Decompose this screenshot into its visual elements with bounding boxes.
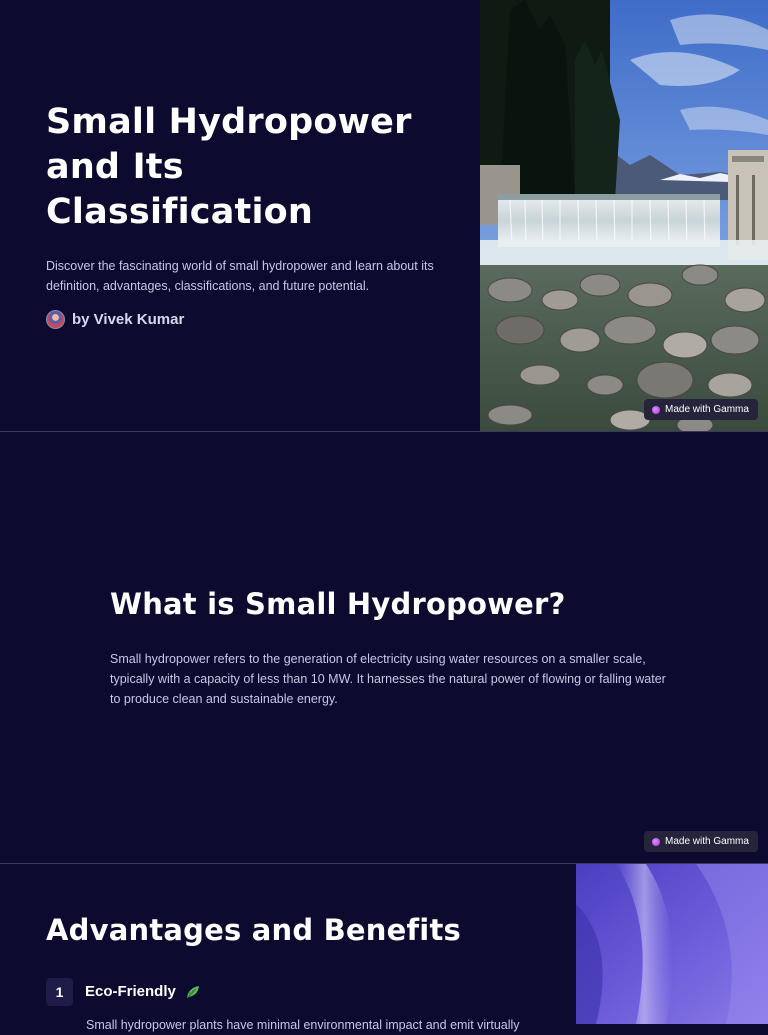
definition-slide <box>0 432 768 863</box>
badge-label: Made with Gamma <box>665 836 749 847</box>
author-name: by Vivek Kumar <box>72 311 185 328</box>
title-slide <box>0 0 768 431</box>
avatar <box>46 310 65 329</box>
advantage-label-text: Eco-Friendly <box>85 982 176 1000</box>
dam-waterfall-photo <box>480 0 768 431</box>
section-body: Small hydropower refers to the generation of electricity using water resources on a smaller scale, typically with a capacity of less than 10 MW. It harnesses the natural power of flowing or falling water to produce clean and sustainable energy. <box>110 652 666 706</box>
gamma-logo-icon <box>652 838 660 846</box>
advantage-item <box>46 978 202 1006</box>
decorative-gradient-image <box>576 864 768 1024</box>
section-title: Advantages and Benefits <box>46 913 461 947</box>
leaf-icon <box>184 983 202 1001</box>
gamma-logo-icon <box>652 406 660 414</box>
badge-label: Made with Gamma <box>665 404 749 415</box>
made-with-gamma-badge[interactable] <box>644 399 758 420</box>
page-title: Small Hydropower and Its Classification <box>46 102 412 232</box>
author-byline <box>46 310 184 329</box>
slide-description: Discover the fascinating world of small hydropower and learn about its definition, advantages, classifications, and future potential. <box>46 259 434 293</box>
advantage-number: 1 <box>46 978 73 1006</box>
advantage-description: Small hydropower plants have minimal environmental impact and emit virtually <box>86 1018 520 1032</box>
made-with-gamma-badge[interactable] <box>644 831 758 852</box>
section-title: What is Small Hydropower? <box>110 587 566 621</box>
advantages-slide <box>0 864 768 1032</box>
advantage-label <box>85 983 202 1001</box>
